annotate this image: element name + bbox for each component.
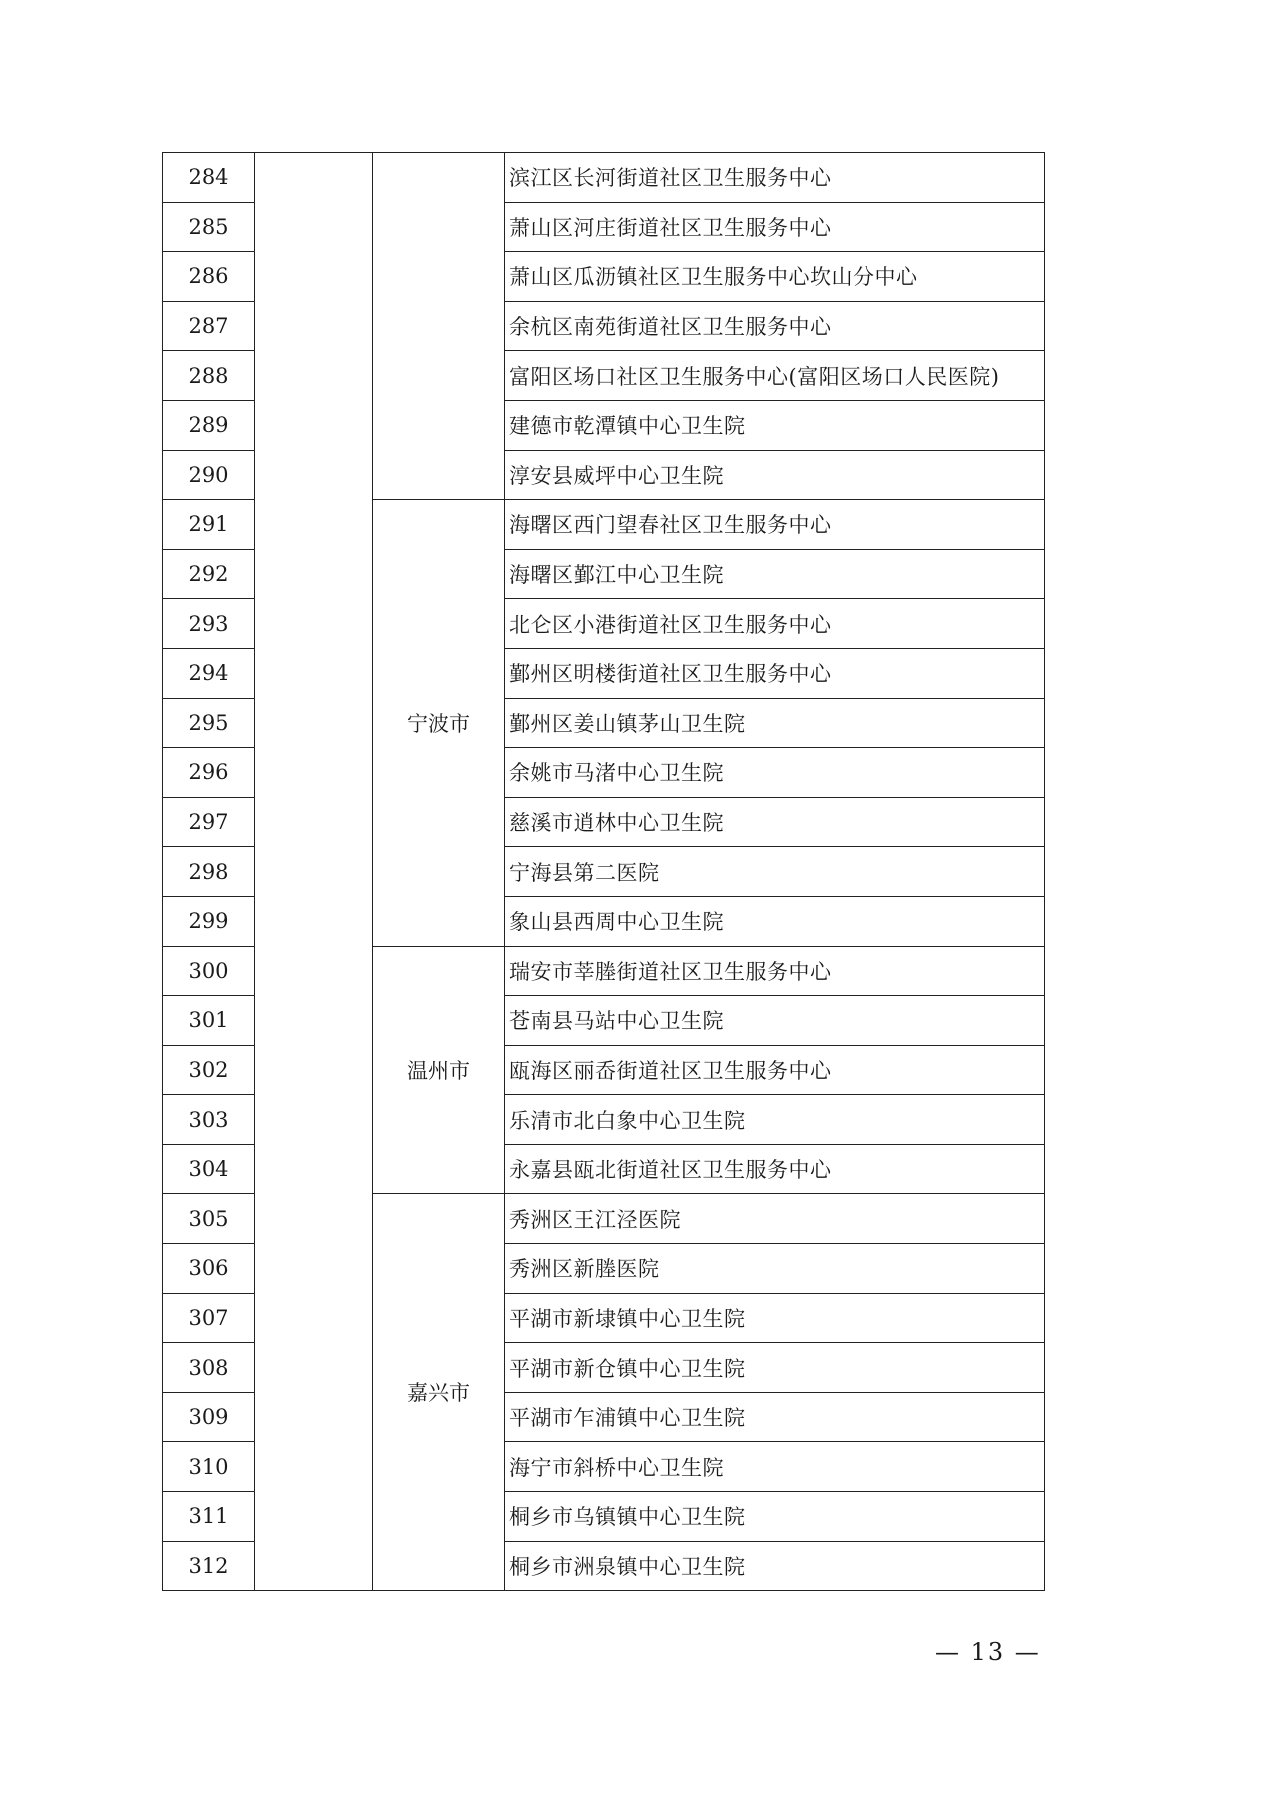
- province-cell: [255, 153, 373, 1591]
- row-number: 295: [163, 698, 255, 748]
- institution-name: 秀洲区新塍医院: [505, 1244, 1045, 1294]
- row-number: 291: [163, 500, 255, 550]
- institution-name: 萧山区河庄街道社区卫生服务中心: [505, 202, 1045, 252]
- institution-name: 宁海县第二医院: [505, 847, 1045, 897]
- row-number: 284: [163, 153, 255, 203]
- row-number: 288: [163, 351, 255, 401]
- institution-name: 富阳区场口社区卫生服务中心(富阳区场口人民医院): [505, 351, 1045, 401]
- row-number: 306: [163, 1244, 255, 1294]
- city-cell: 温州市: [373, 946, 505, 1194]
- city-cell: 宁波市: [373, 500, 505, 946]
- row-number: 309: [163, 1392, 255, 1442]
- row-number: 289: [163, 400, 255, 450]
- row-number: 303: [163, 1095, 255, 1145]
- institution-name: 鄞州区姜山镇茅山卫生院: [505, 698, 1045, 748]
- institution-name: 滨江区长河街道社区卫生服务中心: [505, 153, 1045, 203]
- page-number: — 13 —: [935, 1638, 1041, 1666]
- row-number: 308: [163, 1343, 255, 1393]
- city-cell: [373, 153, 505, 500]
- institution-name: 建德市乾潭镇中心卫生院: [505, 400, 1045, 450]
- table-body: [163, 153, 1045, 1591]
- institution-name: 鄞州区明楼街道社区卫生服务中心: [505, 648, 1045, 698]
- row-number: 296: [163, 748, 255, 798]
- row-number: 297: [163, 797, 255, 847]
- row-number: 301: [163, 996, 255, 1046]
- institution-name: 余姚市马渚中心卫生院: [505, 748, 1045, 798]
- institution-name: 苍南县马站中心卫生院: [505, 996, 1045, 1046]
- institution-name: 淳安县威坪中心卫生院: [505, 450, 1045, 500]
- row-number: 311: [163, 1492, 255, 1542]
- row-number: 310: [163, 1442, 255, 1492]
- institution-name: 平湖市乍浦镇中心卫生院: [505, 1392, 1045, 1442]
- row-number: 307: [163, 1293, 255, 1343]
- institutions-table: [162, 152, 1045, 1591]
- row-number: 305: [163, 1194, 255, 1244]
- institution-name: 海曙区西门望春社区卫生服务中心: [505, 500, 1045, 550]
- institution-name: 象山县西周中心卫生院: [505, 896, 1045, 946]
- institution-name: 瑞安市莘塍街道社区卫生服务中心: [505, 946, 1045, 996]
- row-number: 285: [163, 202, 255, 252]
- row-number: 293: [163, 599, 255, 649]
- institution-name: 慈溪市逍林中心卫生院: [505, 797, 1045, 847]
- institution-name: 平湖市新仓镇中心卫生院: [505, 1343, 1045, 1393]
- institution-name: 乐清市北白象中心卫生院: [505, 1095, 1045, 1145]
- row-number: 294: [163, 648, 255, 698]
- institution-name: 海宁市斜桥中心卫生院: [505, 1442, 1045, 1492]
- row-number: 312: [163, 1541, 255, 1591]
- institution-name: 余杭区南苑街道社区卫生服务中心: [505, 301, 1045, 351]
- institution-name: 秀洲区王江泾医院: [505, 1194, 1045, 1244]
- institution-name: 瓯海区丽岙街道社区卫生服务中心: [505, 1045, 1045, 1095]
- institution-name: 桐乡市洲泉镇中心卫生院: [505, 1541, 1045, 1591]
- city-cell: 嘉兴市: [373, 1194, 505, 1591]
- institution-name: 平湖市新埭镇中心卫生院: [505, 1293, 1045, 1343]
- institution-name: 海曙区鄞江中心卫生院: [505, 549, 1045, 599]
- institution-name: 永嘉县瓯北街道社区卫生服务中心: [505, 1144, 1045, 1194]
- institution-name: 萧山区瓜沥镇社区卫生服务中心坎山分中心: [505, 252, 1045, 302]
- row-number: 292: [163, 549, 255, 599]
- row-number: 290: [163, 450, 255, 500]
- row-number: 286: [163, 252, 255, 302]
- row-number: 299: [163, 896, 255, 946]
- table-row: [163, 153, 1045, 203]
- row-number: 298: [163, 847, 255, 897]
- row-number: 302: [163, 1045, 255, 1095]
- institution-name: 北仑区小港街道社区卫生服务中心: [505, 599, 1045, 649]
- row-number: 300: [163, 946, 255, 996]
- institution-name: 桐乡市乌镇镇中心卫生院: [505, 1492, 1045, 1542]
- row-number: 304: [163, 1144, 255, 1194]
- row-number: 287: [163, 301, 255, 351]
